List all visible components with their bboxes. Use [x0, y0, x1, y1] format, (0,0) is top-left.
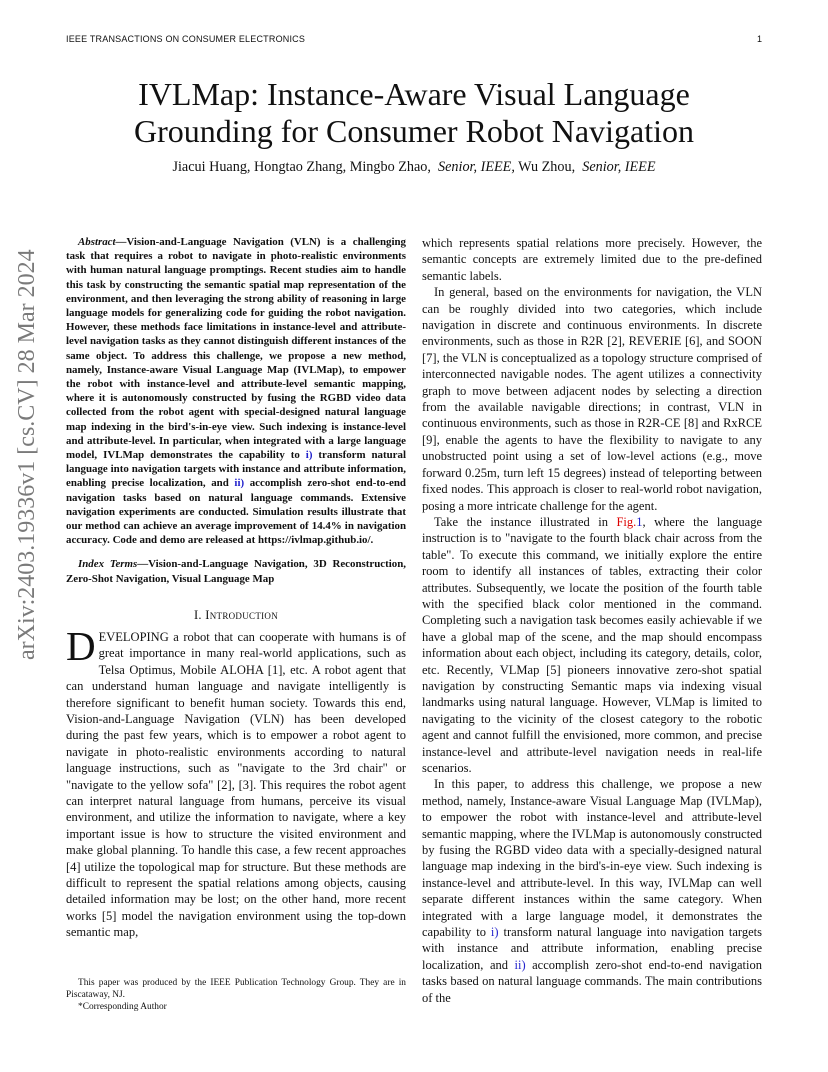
author-line — [66, 159, 762, 176]
para4-text-c: accomplish zero-shot end-to-end navigation tasks based on natural language commands. The main contributions of the — [422, 957, 762, 1005]
section-heading-introduction: I. Introduction — [193, 607, 279, 622]
author-role-1: Senior, IEEE, — [438, 159, 515, 175]
intro-paragraph-1-text: EVELOPING a robot that can cooperate with humans is of great importance in many real-world applications, such as Telsa Optimus, Mobile ALOHA [1], etc. A robot agent that can understand human language and navigate intelligently is therefore significant to benefit human society. Towards this end, Vision-and-Language Navigation (VLN) has been developed during the past few years, which is to empower a robot agent to navigate in photo-realistic environments according to natural language instructions, such as "navigate to the 3rd chair" or "navigate to the yellow sofa" [2], [3]. This requires the robot agent can interpret natural language from humans, perceive its visual environment, and utilize the information to navigate, where a key important issue is how to structure the visited environment and make global planning. To handle this case, a few recent approaches [4] utilize the topological map for structure. But these methods are difficult to represent the spatial relations among objects, causing detailed information may be lost; on the other hand, more recent works [5] model the navigation environment using the top-down semantic map, — [66, 629, 406, 940]
intro-paragraph-1 — [66, 622, 406, 941]
para3-text-b: , where the language instruction is to "navigate to the fourth black chair across from the table". To execute this command, we initially explore the entire room to identify all instances of tables, extracting their color attributes. Subsequently, we locate the position of the fourth table with the specified black color mentioned in the command. Completing such a navigation task becomes easily achievable if we have a global map of the scene, and the map should encompass information about each object, including its category, details, color, etc. Recently, VLMap [5] pioneers innovative zero-shot spatial navigation by constructing Semantic maps via indexing visual landmarks using natural language. However, VLMap is limited to navigating to the vicinity of the closest category to the robotic agent and cannot fulfill the envisioned, more common, and precise instance-level and attribute-level navigation needs in real-life scenarios. — [422, 514, 763, 775]
paragraph-instance-example — [422, 514, 762, 777]
drop-cap: D — [66, 622, 96, 669]
paper-title: IVLMap: Instance-Aware Visual Language Grounding for Consumer Robot Navigation — [134, 76, 694, 149]
abstract-link-i[interactable]: i) — [305, 449, 313, 462]
page-number: 1 — [757, 34, 763, 44]
index-terms-text: —Vision-and-Language Navigation, 3D Reconstruction, Zero-Shot Navigation, Visual Language Map — [66, 558, 406, 585]
author-names-1: Jiacui Huang, Hongtao Zhang, Mingbo Zhao, — [172, 159, 431, 175]
para4-link-ii[interactable]: ii) — [514, 957, 526, 972]
para4-text-b: transform natural language into navigation targets with instance and attribute information, enabling precise localization, and — [422, 925, 762, 972]
running-header: IEEE TRANSACTIONS ON CONSUMER ELECTRONICS — [66, 34, 306, 44]
footnotes — [66, 977, 406, 1013]
para4-text-a: In this paper, to address this challenge, we propose a new method, namely, Instance-aware Visual Language Map (IVLMap), to empower the robot with instance-level and attribute-level semantic mapping, where the IVLMap is autonomously constructed by fusing the RGBD video data with a specially-designed natural language map indexing in the bird's-in-eye view. Such indexing is instance-level and attribute-level. In this way, IVLMap can well separate different instances within the same category. When integrated with a large language model, it demonstrates the capability to — [422, 777, 762, 940]
para4-link-i[interactable]: i) — [490, 925, 499, 940]
footnote-corresponding-author: *Corresponding Author — [78, 1002, 167, 1012]
right-column — [422, 235, 762, 1006]
abstract-text-a: —Vision-and-Language Navigation (VLN) is a challenging task that requires a robot to navigate in photo-realistic environments with human natural language promptings. Recent studies aim to handle this task by constructing the semantic spatial map representation of the environment, and then leveraging the strong ability of reasoning in large language models for generalizing code for guiding the robot navigation. However, these methods face limitations in instance-level and attribute-level navigation tasks as they cannot distinguish different instances of the same object. To address this challenge, we propose a new method, namely, Instance-aware Visual Language Map (IVLMap), to empower the robot with instance-level and attribute-level semantic mapping, where it is autonomously constructed by fusing the RGBD video data collected from the robot agent with special-designed natural language map indexing in the bird's-in-eye view. Such indexing is instance-level and attribute-level. In particular, when integrated with a large language model, IVLMap demonstrates the capability to — [66, 236, 406, 462]
abstract — [66, 235, 406, 547]
abstract-text-c: accomplish zero-shot end-to-end navigation tasks based on natural language commands. Extensive navigation experiments are conducted. Simulation results illustrate that our method can achieve an average improvement of 14.4% in navigation accuracy. Code and demo are released at https://ivlmap.github.io/. — [66, 477, 406, 547]
abstract-label: Abstract — [78, 236, 116, 248]
left-column — [66, 235, 406, 941]
figure-reference-link[interactable]: Fig.1 — [616, 514, 643, 529]
index-terms-label: Index Terms — [78, 558, 138, 571]
abstract-text-b: transform natural language into navigation targets with instance and attribute information, enabling precise localization, and — [66, 449, 406, 490]
author-names-2: Wu Zhou, — [518, 159, 576, 175]
arxiv-stamp: arXiv:2403.19336v1 [cs.CV] 28 Mar 2024 — [14, 249, 40, 660]
paragraph-vln-categories: In general, based on the environments for navigation, the VLN can be roughly divided into two categories, which include navigation in discrete and continuous environments. In discrete environments, such as those in R2R [2], REVERIE [6], and SOON [7], the VLN is conceptualized as a topology structure comprised of interconnected navigable nodes. The agent utilizes a connectivity graph to move between adjacent nodes by selecting a direction from the available navigable directions; in contrast, VLN in continuous environments, such as those in R2R-CE [8] and RxRCE [9], enable the agents to have the flexibility to navigate to any unobstructed point using a set of low-level actions (e.g., move forward 0.25m, turn left 15 degrees) instead of teleporting between fixed nodes. This approach is closer to real-world robot navigation, posing a more intricate challenge for the agent. — [422, 285, 762, 513]
author-role-2: Senior, IEEE — [582, 159, 656, 175]
index-terms — [66, 557, 406, 585]
footnote-publication: This paper was produced by the IEEE Publication Technology Group. They are in Piscataway, NJ. — [66, 978, 406, 1000]
para3-text-a: Take the instance illustrated in — [434, 514, 617, 529]
paragraph-continuation: which represents spatial relations more precisely. However, the semantic concepts are extremely limited due to the pre-defined semantic labels. — [422, 236, 762, 283]
paragraph-contribution — [422, 776, 762, 1006]
abstract-link-ii[interactable]: ii) — [234, 477, 245, 490]
